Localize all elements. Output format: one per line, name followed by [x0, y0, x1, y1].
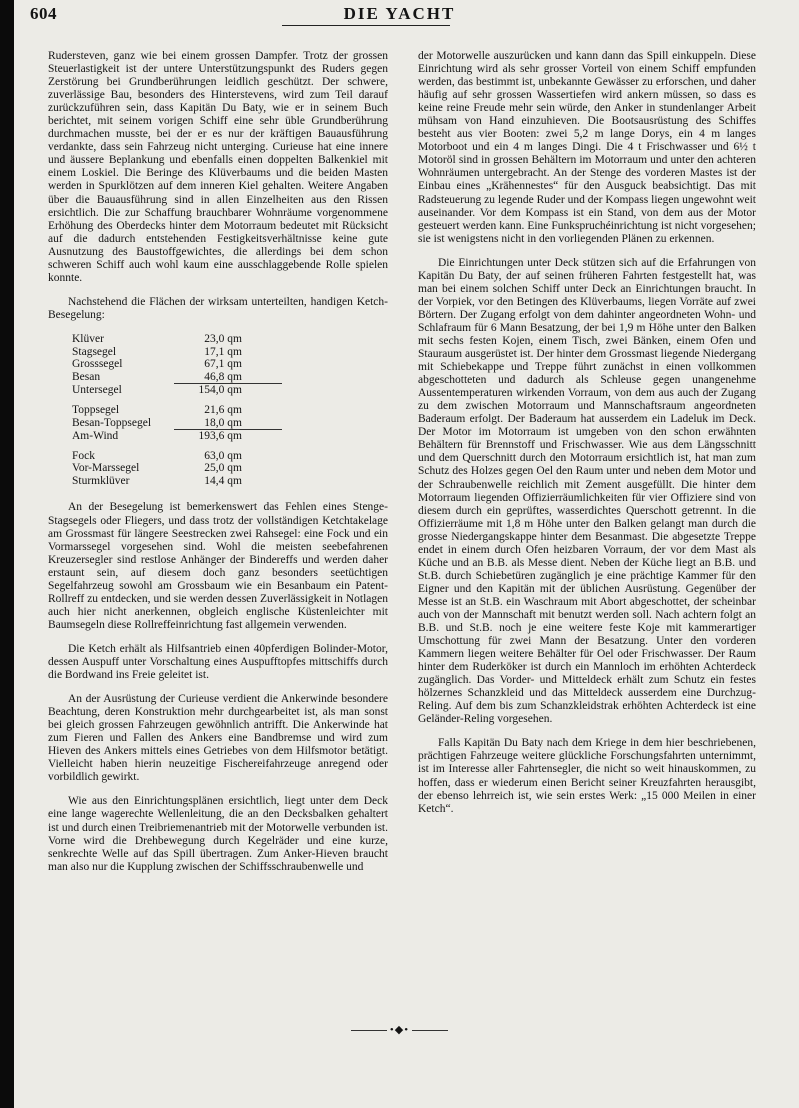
paragraph: Nachstehend die Flächen der wirksam unterteilten, handigen Ketch-Besegelung: — [48, 295, 388, 321]
paragraph: Die Ketch erhält als Hilfsantrieb einen 40pferdigen Bolinder-Motor, dessen Auspuff unter Vorschaltung eines Auspufftopfes mittschiffs durch die Bordwand ins Freie geleitet ist. — [48, 642, 388, 682]
table-row — [72, 333, 282, 346]
running-title: DIE YACHT — [343, 4, 456, 23]
end-ornament: •◆• — [0, 1023, 799, 1036]
header-rule — [282, 25, 450, 26]
sail-area-table — [72, 333, 282, 488]
sail-value: 154,0 qm — [174, 384, 282, 397]
paragraph: Wie aus den Einrichtungsplänen ersichtlich, liegt unter dem Deck eine lange wagerechte Wellenleitung, die an den Decksbalken gehaltert ist und durch einen Treibriemenantrieb mit der Motorwelle verbunden ist. Vorne wird die Drehbewegung durch Kegelräder und eine kurze, senkrechte Welle auf das Spill übertragen. Zum Anker-Hieven braucht man also nur die Kupplung zwischen der Schiffsschraubenwelle und — [48, 795, 388, 873]
sail-value: 14,4 qm — [204, 474, 242, 487]
table-row — [72, 371, 282, 384]
table-row-sum — [72, 430, 282, 443]
sail-value: 46,8 qm — [204, 370, 242, 383]
sail-name: Besan-Toppsegel — [72, 416, 152, 429]
sail-name: Vor-Marssegel — [72, 462, 140, 475]
paragraph: der Motorwelle auszurücken und kann dann das Spill einkuppeln. Diese Einrichtung wird als sehr grosser Vorteil von einem Schiff empfunden werden, das bestimmt ist, unbekannte Gewässer zu erforschen, und daher häufig auf sehr grossen Wassertiefen wird ankern müssen, so dass es keine reine Freude mehr sein würde, den Anker in stundenlanger Arbeit mühsam von Hand einzuhieven. Die Bootsausrüstung des Schiffes besteht aus vier Booten: zwei 5,2 m lange Dorys, ein 4 m langes Motorboot und ein 4 m langes Dingi. Die 4 t Frischwasser und 6½ t Motoröl sind in grossen Behältern im Motorraum und unter den achteren Wohnräumen untergebracht. An der Stenge des vorderen Mastes ist der Einbau eines „Krähennestes“ für den Ausguck beabsichtigt. Das mit Radsteuerung zu legende Ruder und der Kompass liegen ungewohnt weit auseinander. Vor dem Kompass ist ein Stand, von dem aus der Motor gesteuert werden kann. Eine Funkspruchéinrichtung ist nicht vorgesehen; sie ist wenigstens nicht in den vorliegenden Plänen zu erkennen. — [418, 50, 756, 245]
sail-name: Am-Wind — [72, 429, 119, 442]
table-row — [72, 417, 282, 430]
sail-value: 25,0 qm — [204, 462, 242, 475]
table-row — [72, 443, 282, 463]
sail-name: Untersegel — [72, 384, 122, 397]
table-row — [72, 346, 282, 359]
table-row — [72, 358, 282, 371]
paragraph: An der Besegelung ist bemerkenswert das Fehlen eines Stenge-Stagsegels oder Fliegers, und dass trotz der vollständigen Ketchtakelage am Grossmast für längere Seestrecken zwei Rahsegel: eine Fock und ein Vormarssegel vorgesehen sind. Wohl die meisten seebefahrenen Kreuzersegler sind restlose Anhänger der Bindereffs und werden daher erstaunt sein, auf diesem doch ganz besonders seetüchtigen Segelfahrzeug sowohl am Grossbaum wie ein Besanbaum ein Patent-Rollreff zu entdecken, und sie werden dessen Zuverlässigkeit in Notlagen auch hier nicht anerkennen, obgleich englische Küstenleichter mit Baumsegeln diese Rollreffeinrichtung fast allgemein verwenden. — [48, 501, 388, 631]
sail-value: 21,6 qm — [204, 403, 242, 416]
paragraph: Die Einrichtungen unter Deck stützen sich auf die Erfahrungen von Kapitän Du Baty, der auf seinen früheren Fahrten festgestellt hat, was man bei einem solchen Schiff unter Deck an Einrichtungen braucht. In der Vorpiek, vor den Betingen des Klüverbaums, liegen Vorräte auf zwei Börtern. Der Zugang erfolgt von dem dahinter angeordneten Wohn- und Schlafraum für 6 Mann Besatzung, der bei 1,9 m Höhe unter den Balken mit sechs festen Kojen, einem Tisch, zwei Bänken, einem Ofen und Stauraum ausgerüstet ist. Der hinter dem Grossmast liegende Niedergang mit Schiebekappe und Treppe führt zunächst in einen vollkommen abgeschotteten und dadurch als Schleuse gegen unangenehme Aussentemperaturen wirkenden Vorraum, von dem aus auch der Zugang zu dem zwischen Motorraum und Mannschaftsraum angeordneten Baderaum erfolgt. Der Baderaum hat ausserdem ein Ladeluk im Deck. Der Motor im Motorraum ist umgeben von den schon erwähnten Behältern für Brennstoff und Frischwasser. Wie aus dem Längsschnitt und dem Querschnitt durch den Motorraum ersichtlich ist, hat man zum Schutz des Holzes gegen Oel den Raum unter und neben dem Motor und der Schraubenwelle reichlich mit Zement ausgefüllt. Die hinter dem Motorraum liegenden Offizierräumlichkeiten für vier Offiziere sind von diesem durch ein geprüftes, wasserdichtes Querschott getrennt. In die Offizierräume mit 1,8 m Höhe unter den Balken gelangt man durch die grosse Niedergangskappe hinter dem Besanmast. Die abgesetzte Treppe endet in einem durch Ofen heizbaren Vorraum, der vor dem Mast als Küche und an B.B. als Messe dient. Neben der Küche liegt an B.B. und St.B. durch Schiebetüren zugänglich je eine prächtige Kammer für den Eigner und den Kapitän mit der üblichen Ausrüstung. Gegenüber der Messe ist an St.B. ein Waschraum mit Abort abgeschottet, der scheinbar auch von der Mannschaft mit benutzt werden soll. Nach achtern folgt an B.B. und St.B. noch je eine weitere feste Koje mit kammerartiger Umschottung für zwei Mann der Besatzung. Unter den vorderen Kammern liegen weitere Behälter für Oel oder Frischwasser. Der Raum hinter dem Ruderköker ist durch ein Mannloch im erhöhten Achterdeck zugänglich. Das Vorder- und Mitteldeck erhält zum Schutz ein festes hölzernes Schanzkleid und das Mitteldeck ausserdem eine Durchzug-Reling. Auf dem bis zum Schanzkleidstrak erhöhten Achterdeck ist eine Geländer-Reling vorgesehen. — [418, 256, 756, 726]
paragraph: Falls Kapitän Du Baty nach dem Kriege in dem hier beschriebenen, prächtigen Fahrzeuge weitere glückliche Forschungsfahrten unternimmt, ist im Interesse aller Fahrtensegler, die nicht so weit hinauskommen, zu hoffen, dass er wiederum einen Bericht seiner Kreuzfahrten herausgibt, der ebenso lehrreich ist, wie sein erstes Werk: „15 000 Meilen in einer Ketch“. — [418, 737, 756, 815]
sail-name: Toppsegel — [72, 403, 120, 416]
sail-name: Sturmklüver — [72, 474, 130, 487]
sail-value: 67,1 qm — [204, 358, 242, 371]
sail-name: Besan — [72, 370, 101, 383]
table-row — [72, 475, 282, 488]
sail-value: 17,1 qm — [204, 345, 242, 358]
sail-value: 193,6 qm — [174, 430, 282, 443]
sail-name: Stagsegel — [72, 345, 117, 358]
paragraph: Rudersteven, ganz wie bei einem grossen Dampfer. Trotz der grossen Steuerlastigkeit ist der untere Unterstützungspunkt des Ruders gegen Zerstörung bei Grundberührungen leidlich geschützt. Der schwere, zuverlässige Bau, besonders des Hinterstevens, wird zum Teil darauf zurückzuführen sein, dass Kapitän Du Baty, wie er in seinem Buch berichtet, mit seinem vorigen Schiff eine sehr üble Grundberührung durchmachen musste, bei der er es nur der kräftigen Bauausführung verdankte, dass sein Fahrzeug nicht unterging. Curieuse hat eine innere und äussere Beplankung und ebenfalls einen doppelten Balkenkiel mit einem Loskiel. Die Beringe des Klüverbaums und die beiden Masten werden in Spurklötzen auf dem inneren Kiel gehalten. Weitere Angaben über die Bauausführung sind in allen Einzelheiten aus den Rissen ersichtlich. Die zur Schaffung brauchbarer Wohnräume vorgenommene Erhöhung des Oberdecks hinter dem Motorraum bedeutet mit Rücksicht auf die dadurch entstehenden Festigkeitsverhältnisse keine gute Ausnutzung des Baustoffgewichtes, die allerdings bei dem schon schweren Schiff auch wohl kaum eine ausschlaggebende Rolle spielen konnte. — [48, 50, 388, 284]
sail-value: 23,0 qm — [204, 332, 242, 345]
table-row — [72, 397, 282, 417]
left-column — [48, 50, 388, 885]
scan-edge — [0, 0, 14, 1108]
sail-value: 18,0 qm — [204, 416, 242, 429]
right-column — [418, 50, 756, 827]
sail-name: Klüver — [72, 332, 104, 345]
table-row-sum — [72, 384, 282, 397]
table-row — [72, 462, 282, 475]
sail-name: Fock — [72, 449, 95, 462]
sail-name: Grosssegel — [72, 358, 123, 371]
page-number: 604 — [30, 4, 57, 23]
sail-value: 63,0 qm — [204, 449, 242, 462]
paragraph: An der Ausrüstung der Curieuse verdient die Ankerwinde besondere Beachtung, deren Konstruktion mehr durchgearbeitet ist, als man sonst bei gleich grossen Fahrzeugen gewöhnlich antrifft. Die Ankerwinde hat zum Fieren und Fallen des Ankers eine Bandbremse und wird zum Hieven des Ankers mittels eines Getriebes von dem Hilfsmotor betätigt. Vielleicht haben hierin neuzeitige Fischereifahrzeuge anregend oder vorbildlich gewirkt. — [48, 693, 388, 784]
